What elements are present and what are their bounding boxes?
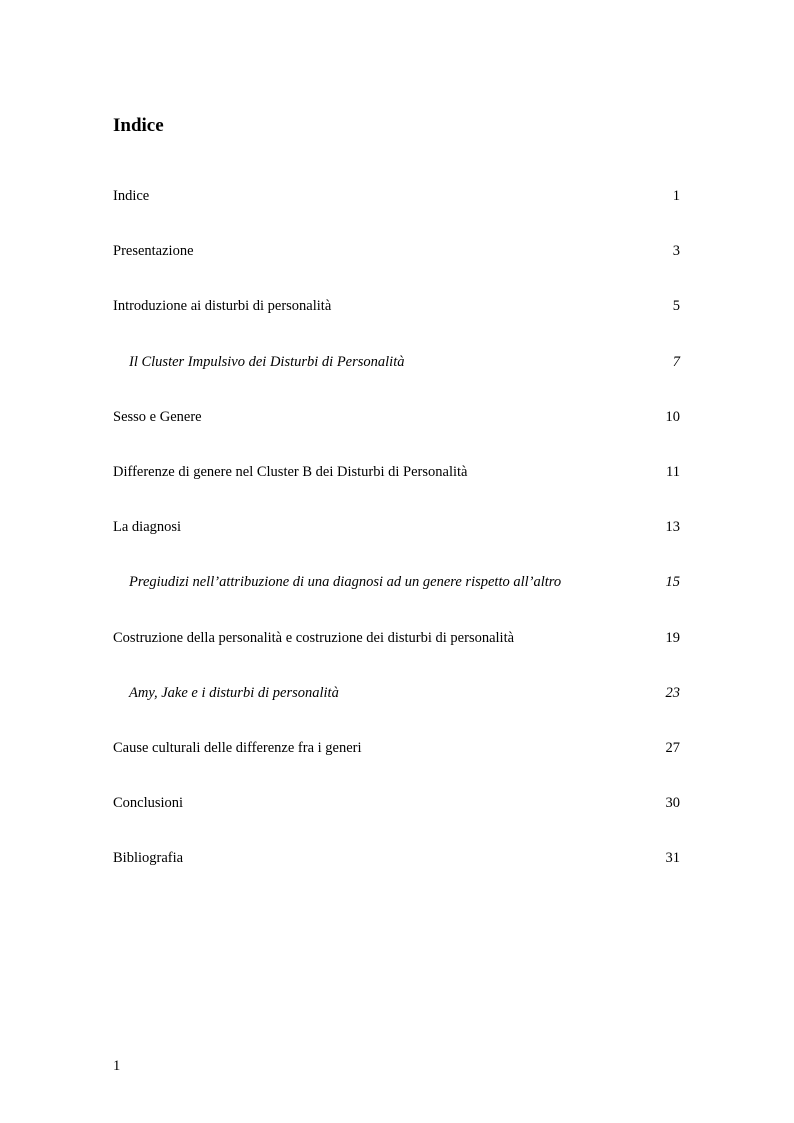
toc-entry-title: Costruzione della personalità e costruzione dei disturbi di personalità	[113, 629, 515, 646]
toc-entry-page: 15	[665, 574, 680, 591]
toc-entry-page: 23	[665, 684, 680, 701]
toc-entry-page: 5	[672, 298, 680, 315]
toc-entry-page: 19	[665, 629, 680, 646]
toc-entry-title: Presentazione	[113, 243, 194, 260]
toc-entry-page: 13	[665, 519, 680, 536]
toc-entry[interactable]	[113, 791, 680, 846]
table-of-contents	[113, 184, 680, 901]
toc-entry-title: Sesso e Genere	[113, 408, 202, 425]
toc-entry-page: 11	[666, 463, 680, 480]
page-number: 1	[113, 1058, 121, 1074]
toc-entry[interactable]	[113, 846, 680, 901]
toc-entry-title: Indice	[113, 188, 150, 204]
toc-entry-title: La diagnosi	[113, 519, 182, 536]
toc-entry[interactable]	[113, 405, 680, 460]
toc-entry-title: Il Cluster Impulsivo dei Disturbi di Personalità	[129, 353, 405, 370]
toc-entry-page: 10	[665, 408, 680, 425]
toc-entry-page: 27	[665, 739, 680, 756]
toc-entry[interactable]	[113, 736, 680, 791]
page-title: Indice	[113, 115, 164, 136]
toc-entry-page: 30	[665, 795, 680, 812]
toc-entry-title: Conclusioni	[113, 795, 184, 812]
toc-entry[interactable]	[113, 515, 680, 570]
toc-entry-page: 31	[665, 850, 680, 867]
toc-entry-page: 1	[672, 188, 680, 204]
toc-entry[interactable]	[113, 184, 680, 239]
toc-entry[interactable]	[113, 294, 680, 349]
toc-subentry[interactable]	[113, 681, 680, 736]
toc-entry-title: Cause culturali delle differenze fra i generi	[113, 739, 362, 756]
toc-entry[interactable]	[113, 239, 680, 294]
toc-entry-title: Bibliografia	[113, 850, 184, 867]
toc-entry-page: 3	[672, 243, 680, 260]
toc-entry[interactable]	[113, 460, 680, 515]
toc-subentry[interactable]	[113, 570, 680, 625]
toc-entry-title: Pregiudizi nell’attribuzione di una diagnosi ad un genere rispetto all’altro	[129, 574, 562, 591]
toc-entry-title: Introduzione ai disturbi di personalità	[113, 298, 332, 315]
toc-entry[interactable]	[113, 626, 680, 681]
toc-entry-title: Differenze di genere nel Cluster B dei Disturbi di Personalità	[113, 463, 468, 480]
toc-entry-page: 7	[672, 353, 680, 370]
toc-subentry[interactable]	[113, 350, 680, 405]
toc-entry-title: Amy, Jake e i disturbi di personalità	[129, 684, 339, 701]
